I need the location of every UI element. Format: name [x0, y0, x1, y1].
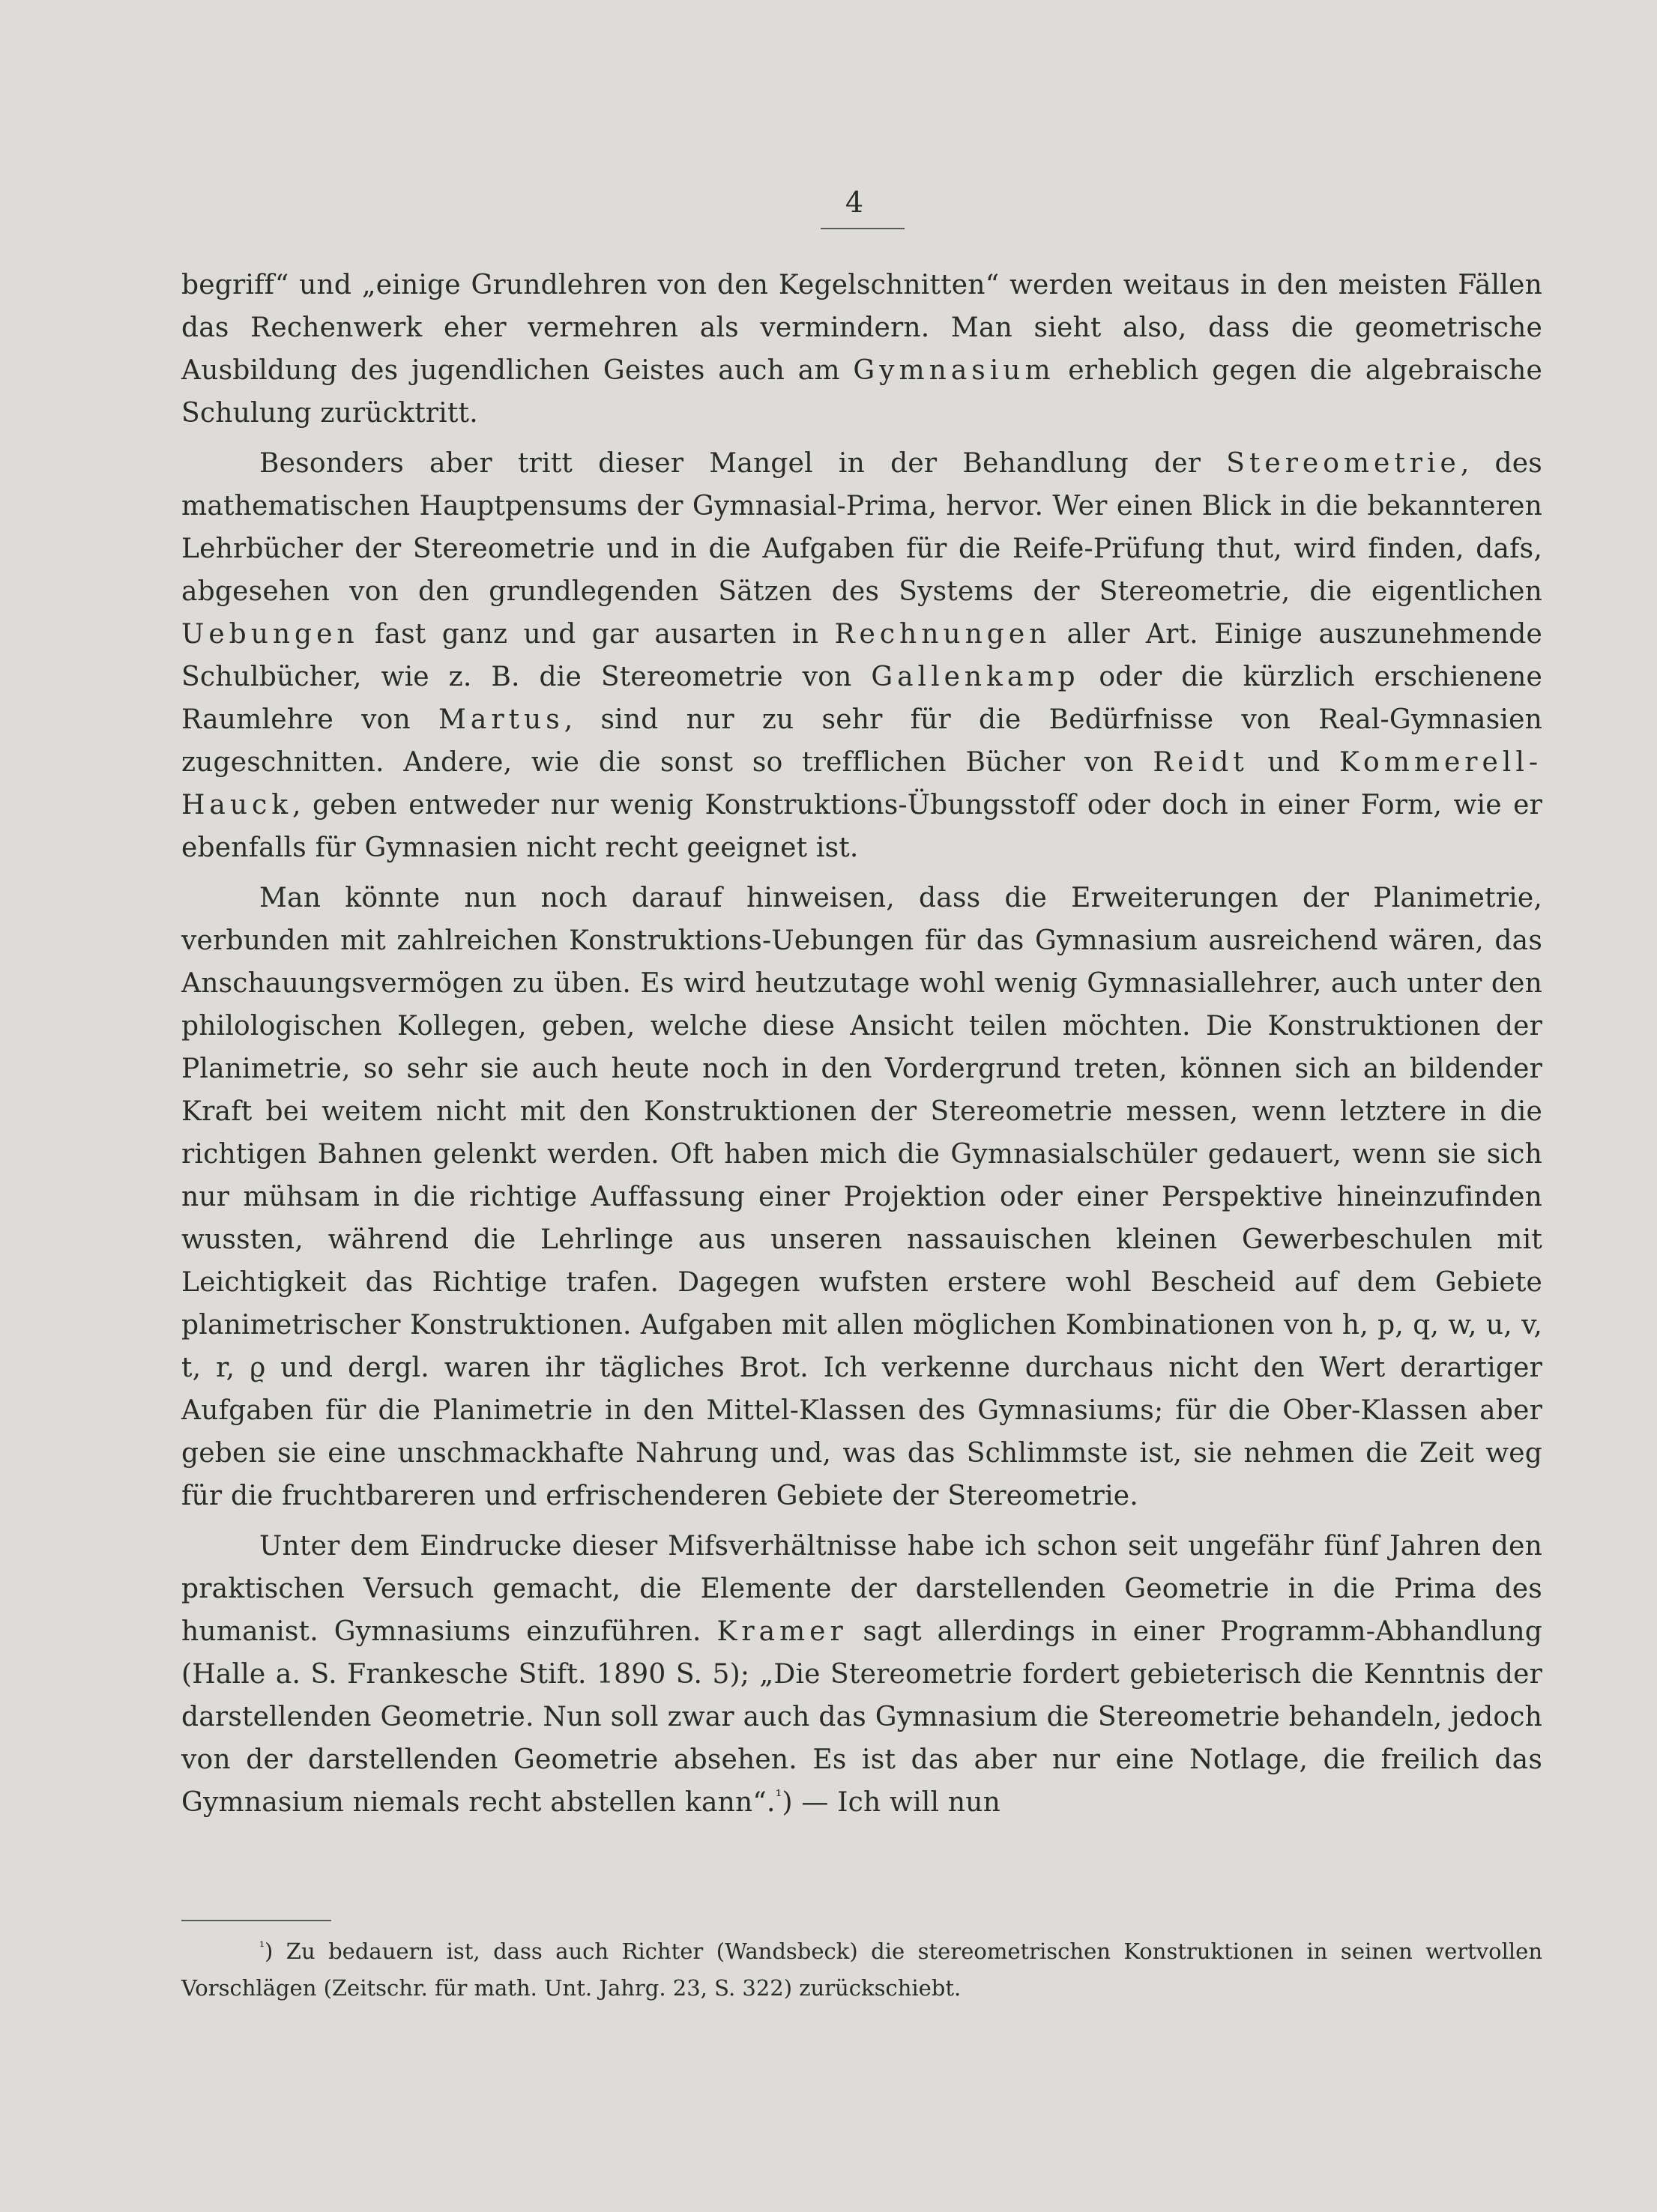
page-number-rule: [821, 228, 905, 229]
paragraph-text: begriff“ und „einige Grundlehren von den Kegelschnitten“ werden weitaus in den meisten Fällen das Rechenwerk eher vermehren als vermindern. Man sieht also, dass die geometrische Ausbildung des jugendlichen Geistes auch am: [181, 270, 1542, 386]
footnote-text: ) Zu bedauern ist, dass auch Richter (Wandsbeck) die stereometrischen Konstruktionen in seinen wertvollen Vorschlägen (Zeitschr. für math. Unt. Jahrg. 23, S. 322) zurückschiebt.: [181, 1938, 1542, 2001]
paragraph-text: Man könnte nun noch darauf hinweisen, dass die Erweiterungen der Planimetrie, verbunden mit zahlreichen Konstruktions-Uebungen für das Gymnasium ausreichend wären, das Anschauungsvermögen zu üben. Es wird heutzutage wohl wenig Gymnasiallehrer, auch unter den philologischen Kollegen, geben, welche diese Ansicht teilen möchten. Die Konstruktionen der Planimetrie, so sehr sie auch heute noch in den Vordergrund treten, können sich an bildender Kraft bei weitem nicht mit den Konstruktionen der Stereometrie messen, wenn letztere in die richtigen Bahnen gelenkt werden. Oft haben mich die Gymnasialschüler gedauert, wenn sie sich nur mühsam in die richtige Auffassung einer Projektion oder einer Perspektive hineinzufinden wussten, während die Lehrlinge aus unseren nassauischen kleinen Gewerbeschulen mit Leichtigkeit das Richtige trafen. Dagegen wufsten erstere wohl Bescheid auf dem Gebiete planimetrischer Konstruktionen. Aufgaben mit allen möglichen Kombinationen von h, p, q, w, u, v, t, r, ϱ und dergl. waren ihr tägliches Brot. Ich verkenne durchaus nicht den Wert derartiger Aufgaben für die Planimetrie in den Mittel-Klassen des Gymnasiums; für die Ober-Klassen aber geben sie eine unschmackhafte Nahrung und, was das Schlimmste ist, sie nehmen die Zeit weg für die fruchtbareren und erfrischenderen Gebiete der Stereometrie.: [181, 883, 1542, 1511]
spaced-emphasis: Kramer: [716, 1616, 848, 1647]
paragraph: [181, 442, 1542, 869]
spaced-emphasis: Uebungen: [181, 619, 359, 650]
footnote-reference: ¹: [775, 1787, 782, 1806]
spaced-emphasis: Reidt: [1153, 747, 1249, 778]
paragraph-text: , des mathematischen Hauptpensums der Gymnasial-Prima, hervor. Wer einen Blick in die bekannteren Lehrbücher der Stereometrie und in die Aufgaben für die Reife-Prüfung thut, wird finden, dafs, abgesehen von den grundlegenden Sätzen des Systems der Stereometrie, die eigentlichen: [181, 448, 1542, 607]
paragraph-text: sagt allerdings in einer Programm-Abhandlung (Halle a. S. Frankesche Stift. 1890 S. 5); „Die Stereometrie fordert gebieterisch die Kenntnis der darstellenden Geometrie. Nun soll zwar auch das Gymnasium die Stereometrie behandeln, jedoch von der darstellenden Geometrie absehen. Es ist das aber nur eine Notlage, die freilich das Gymnasium niemals recht abstellen kann“.: [181, 1616, 1542, 1818]
footnote: [181, 1933, 1542, 2007]
paragraph-text: fast ganz und gar ausarten in: [358, 619, 835, 650]
spaced-emphasis: Rechnungen: [834, 619, 1051, 650]
paragraph-text: , geben entweder nur wenig Konstruktions-Übungsstoff oder doch in einer Form, wie er ebenfalls für Gymnasien nicht recht geeignet ist.: [181, 790, 1542, 863]
page-number: 4: [845, 186, 864, 219]
paragraph-text: erheblich gegen die algebraische Schulung zurücktritt.: [181, 355, 1542, 429]
body-text: [181, 264, 1542, 1831]
spaced-emphasis: Kommerell-Hauck: [181, 747, 1542, 821]
paragraph-text: Besonders aber tritt dieser Mangel in der Behandlung der: [259, 448, 1227, 479]
spaced-emphasis: Martus: [438, 704, 564, 735]
paragraph-text: ) — Ich will nun: [782, 1787, 1001, 1818]
paragraph: [181, 877, 1542, 1517]
paragraph: [181, 1525, 1542, 1824]
paragraph: [181, 264, 1542, 435]
paragraph-text: Unter dem Eindrucke dieser Mifsverhältnisse habe ich schon seit ungefähr fünf Jahren den praktischen Versuch gemacht, die Elemente der darstellenden Geometrie in die Prima des humanist. Gymnasiums einzuführen.: [181, 1531, 1542, 1647]
footnote-rule: [181, 1920, 331, 1921]
paragraph-text: oder die kürzlich erschienene Raumlehre von: [181, 662, 1542, 735]
paragraph-text: , sind nur zu sehr für die Bedürfnisse von Real-Gymnasien zugeschnitten. Andere, wie die sonst so trefflichen Bücher von: [181, 704, 1542, 778]
spaced-emphasis: Stereometrie: [1226, 448, 1461, 479]
spaced-emphasis: Gallenkamp: [871, 662, 1080, 692]
spaced-emphasis: Gymnasium: [853, 355, 1055, 386]
footnote-marker: ¹: [259, 1939, 265, 1955]
paragraph-text: aller Art. Einige auszunehmende Schulbücher, wie z. B. die Stereometrie von: [181, 619, 1542, 692]
paragraph-text: und: [1248, 747, 1340, 778]
